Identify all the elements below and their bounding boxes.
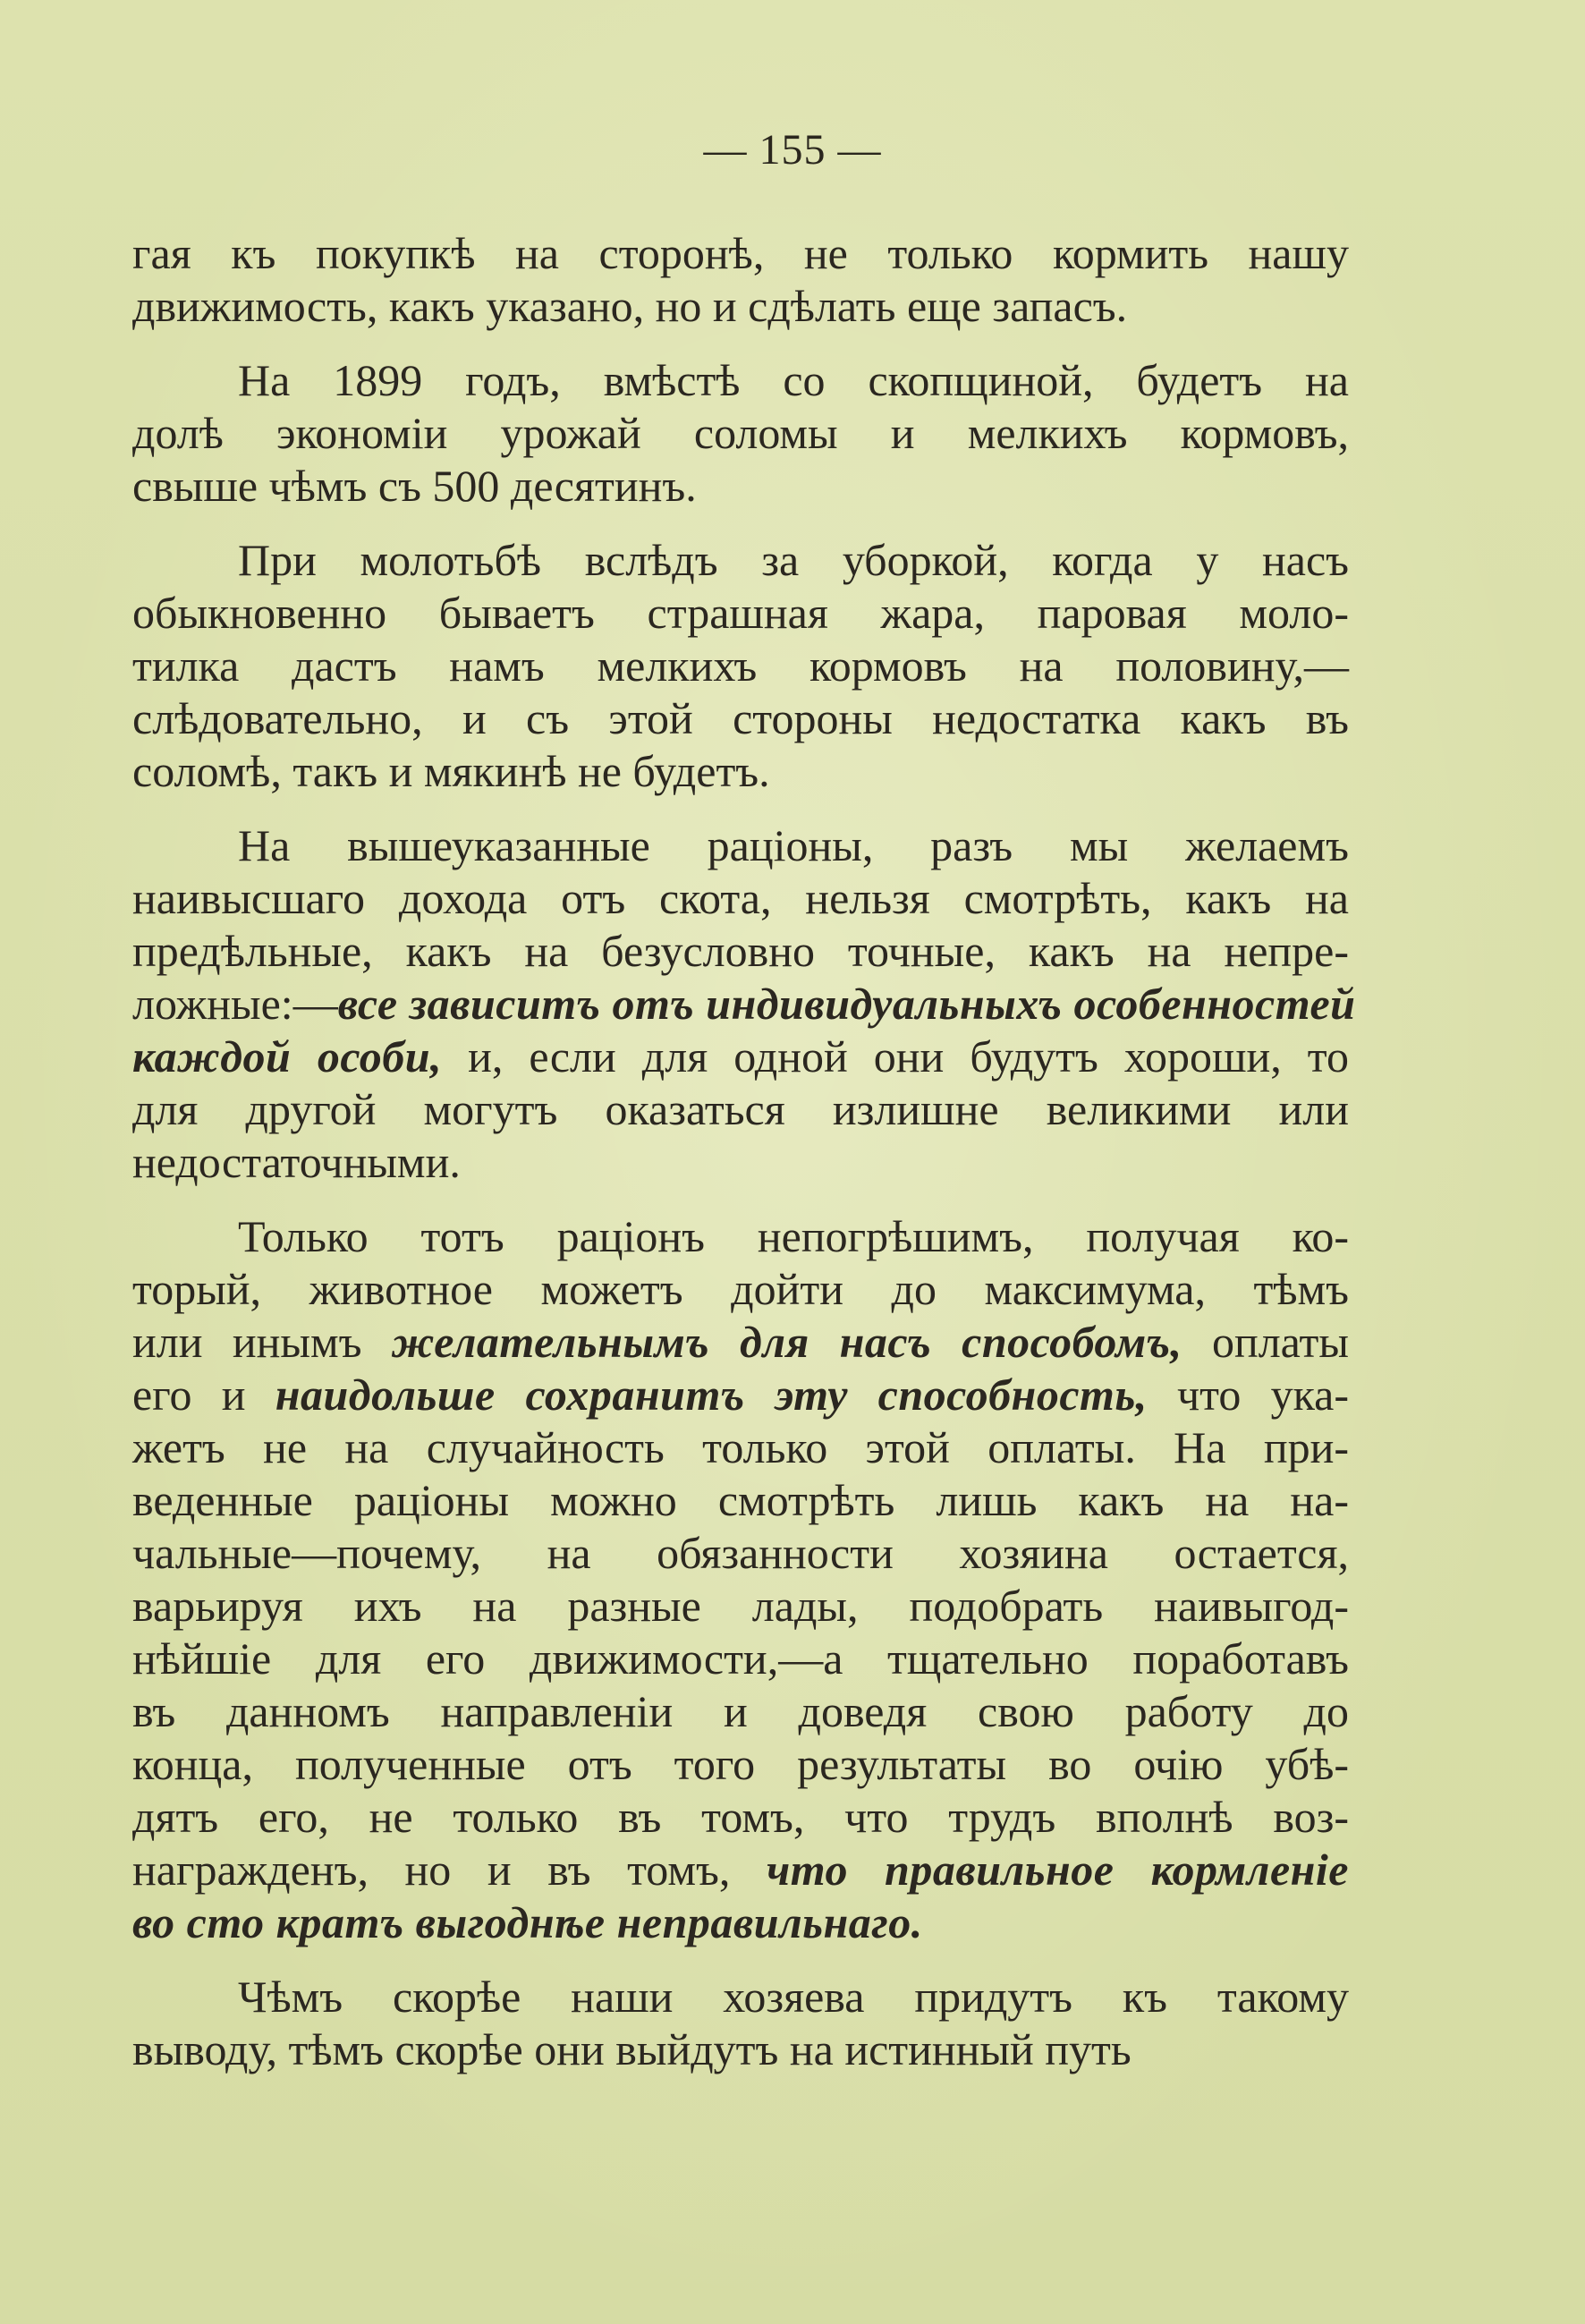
text-line: [132, 280, 1349, 333]
paragraph-gap: [132, 333, 1349, 354]
text-line: [132, 819, 1349, 872]
emphasis-text: все зависитъ отъ индивидуальныхъ особенностей: [337, 979, 1356, 1029]
text-line: [132, 1316, 1349, 1369]
emphasis-text: наидольше сохранитъ эту способность,: [275, 1370, 1148, 1420]
paragraph: [132, 1971, 1349, 2076]
text-line: [132, 1474, 1349, 1527]
text-line: [132, 1738, 1349, 1791]
line-text: Чѣмъ скорѣе наши хозяева придутъ къ такому: [238, 1972, 1349, 2022]
line-text: тилка дастъ намъ мелкихъ кормовъ на половину,—: [132, 640, 1349, 691]
line-text: торый, животное можетъ дойти до максимума, тѣмъ: [132, 1264, 1349, 1314]
emphasis-text: во сто кратъ выгоднѣе неправильнаго.: [132, 1897, 923, 1947]
line-text: соломѣ, такъ и мякинѣ не будетъ.: [132, 746, 770, 796]
line-text: ложные:—: [132, 979, 338, 1029]
paragraph: [132, 227, 1349, 333]
text-line: [132, 1527, 1349, 1580]
line-text: На 1899 годъ, вмѣстѣ со скопщиной, будетъ на: [238, 355, 1349, 405]
text-line: [132, 1580, 1349, 1633]
line-text: предѣльные, какъ на безусловно точные, какъ на непре-: [132, 926, 1349, 976]
line-text: выводу, тѣмъ скорѣе они выйдутъ на истинный путь: [132, 2024, 1132, 2074]
paragraph-gap: [132, 513, 1349, 534]
line-text: Только тотъ раціонъ непогрѣшимъ, получая ко-: [238, 1211, 1349, 1261]
line-text: награжденъ, но и въ томъ,: [132, 1845, 767, 1895]
text-line: [132, 460, 1349, 513]
line-text: При молотьбѣ вслѣдъ за уборкой, когда у насъ: [238, 535, 1349, 585]
page-number: — 155 —: [703, 126, 882, 174]
text-line: [132, 1083, 1349, 1136]
line-text: жетъ не на случайность только этой оплаты. На при-: [132, 1422, 1349, 1472]
line-text: или инымъ: [132, 1317, 392, 1367]
text-line: [132, 692, 1349, 745]
emphasis-text: что правильное кормленіе: [766, 1845, 1349, 1895]
text-line: [132, 407, 1349, 460]
line-text: гая къ покупкѣ на сторонѣ, не только кормить нашу: [132, 228, 1349, 278]
emphasis-text: каждой особи,: [132, 1031, 443, 1081]
line-text: движимость, какъ указано, но и сдѣлать еще запасъ.: [132, 281, 1128, 331]
text-line: [132, 1685, 1349, 1738]
text-line: [132, 534, 1349, 587]
text-line: [132, 2023, 1349, 2076]
text-line: [132, 640, 1349, 692]
line-text: что ука-: [1147, 1370, 1349, 1420]
line-text: дятъ его, не только въ томъ, что трудъ вполнѣ воз-: [132, 1792, 1349, 1842]
line-text: конца, полученные отъ того результаты во очію убѣ-: [132, 1739, 1349, 1789]
line-text: обыкновенно бываетъ страшная жара, паровая моло-: [132, 588, 1349, 638]
text-line: [132, 1896, 1349, 1949]
text-line: [132, 354, 1349, 407]
text-line: [132, 1971, 1349, 2023]
body-text: [132, 227, 1356, 2076]
line-text: нѣйшіе для его движимости,—а тщательно поработавъ: [132, 1633, 1349, 1684]
line-text: наивысшаго дохода отъ скота, нельзя смотрѣть, какъ на: [132, 873, 1349, 923]
line-text: недостаточными.: [132, 1137, 461, 1187]
text-line: [132, 1421, 1349, 1474]
text-line: [132, 1263, 1349, 1316]
text-line: [132, 978, 1356, 1031]
text-line: [132, 1210, 1349, 1263]
line-text: и, если для одной они будутъ хороши, то: [442, 1031, 1350, 1081]
paragraph: [132, 534, 1349, 798]
line-text: его и: [132, 1370, 275, 1420]
paragraph-gap: [132, 1949, 1349, 1971]
paragraph-gap: [132, 1189, 1349, 1210]
text-line: [132, 1791, 1349, 1844]
emphasis-text: желательнымъ для насъ способомъ,: [391, 1317, 1182, 1367]
line-text: На вышеуказанные раціоны, разъ мы желаемъ: [238, 820, 1349, 870]
text-line: [132, 227, 1349, 280]
line-text: для другой могутъ оказаться излишне великими или: [132, 1084, 1349, 1134]
paragraph: [132, 354, 1349, 513]
text-line: [132, 1633, 1349, 1685]
line-text: долѣ экономіи урожай соломы и мелкихъ кормовъ,: [132, 408, 1349, 458]
text-line: [132, 1136, 1349, 1189]
line-text: въ данномъ направленіи и доведя свою работу до: [132, 1686, 1349, 1736]
text-line: [132, 587, 1349, 640]
text-line: [132, 872, 1349, 925]
text-line: [132, 1369, 1349, 1421]
line-text: оплаты: [1182, 1317, 1349, 1367]
line-text: варьируя ихъ на разные лады, подобрать наивыгод-: [132, 1581, 1349, 1631]
paragraph-gap: [132, 798, 1349, 819]
text-line: [132, 745, 1349, 798]
line-text: веденные раціоны можно смотрѣть лишь какъ на на-: [132, 1475, 1349, 1525]
text-line: [132, 925, 1349, 978]
line-text: слѣдовательно, и съ этой стороны недостатка какъ въ: [132, 693, 1349, 743]
paragraph: [132, 819, 1356, 1189]
line-text: свыше чѣмъ съ 500 десятинъ.: [132, 461, 697, 511]
text-line: [132, 1031, 1349, 1083]
line-text: чальные—почему, на обязанности хозяина остается,: [132, 1528, 1349, 1578]
paragraph: [132, 1210, 1349, 1949]
text-line: [132, 1844, 1349, 1896]
